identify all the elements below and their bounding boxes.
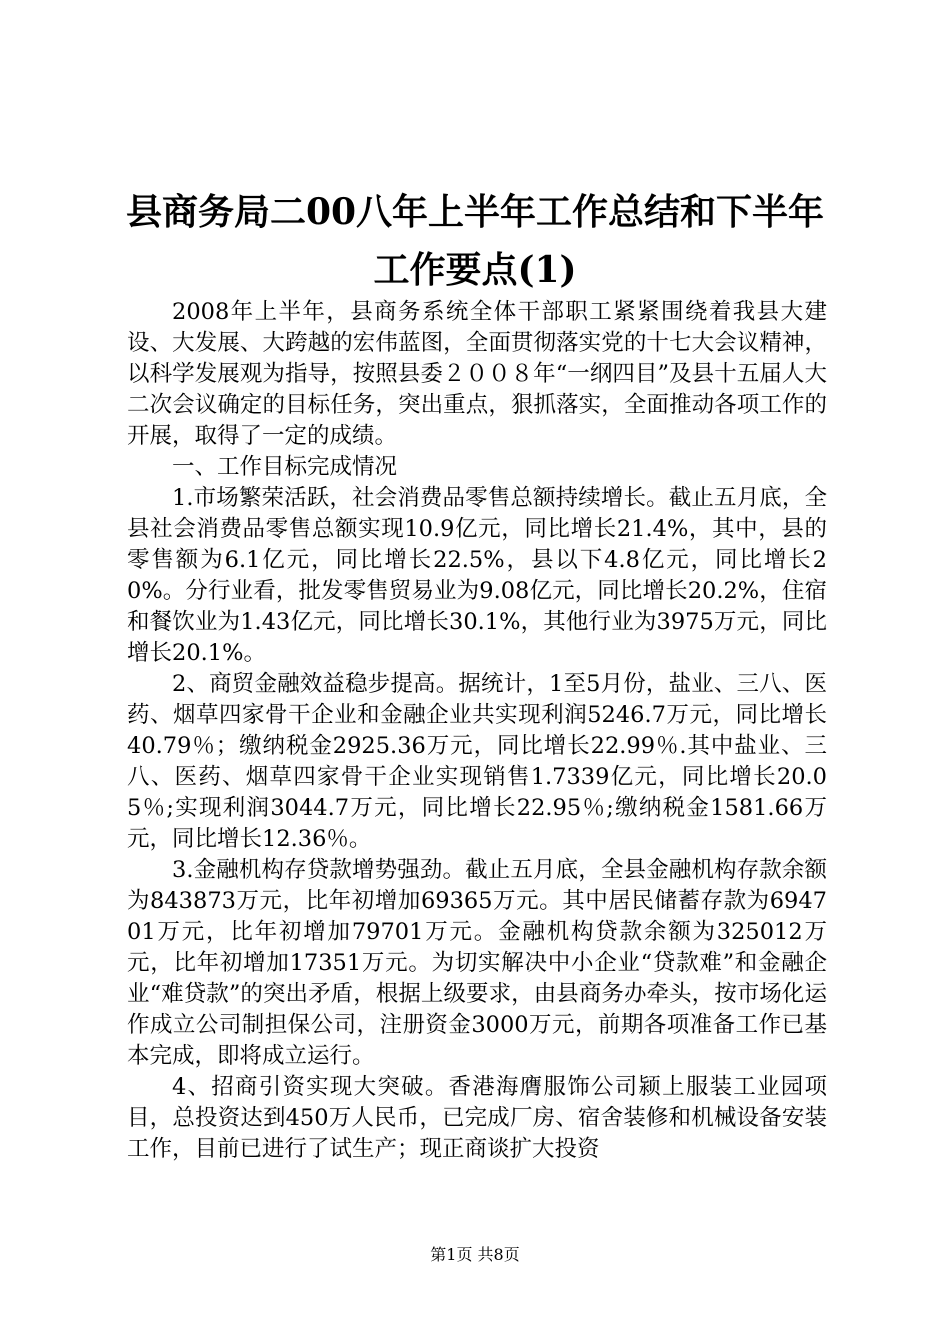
paragraph-commerce-finance: 2、商贸金融效益稳步提高。据统计，1至5月份，盐业、三八、医药、烟草四家骨干企业和金融企业共实现利润5246.7万元，同比增长40.79％；缴纳税金2925.36万元，同比增长22.99％.其中盐业、三八、医药、烟草四家骨干企业实现销售1.7339亿元，同比增长20.05％;实现利润3044.7万元，同比增长22.95％;缴纳税金1581.66万元，同比增长12.36％。 <box>127 671 827 852</box>
document-body <box>127 297 827 1165</box>
paragraph-retail-sales: 1.市场繁荣活跃，社会消费品零售总额持续增长。截止五月底，全县社会消费品零售总额实现10.9亿元，同比增长21.4%，其中，县的零售额为6.1亿元，同比增长22.5%，县以下4.8亿元，同比增长20%。分行业看，批发零售贸易业为9.08亿元，同比增长20.2%，住宿和餐饮业为1.43亿元，同比增长30.1%，其他行业为3975万元，同比增长20.1%。 <box>127 485 827 666</box>
section-heading: 一、工作目标完成情况 <box>172 454 398 480</box>
intro-paragraph: 2008年上半年，县商务系统全体干部职工紧紧围绕着我县大建设、大发展、大跨越的宏伟蓝图，全面贯彻落实党的十七大会议精神，以科学发展观为指导，按照县委２００８年“一纲四目”及县十五届人大二次会议确定的目标任务，突出重点，狠抓落实，全面推动各项工作的开展，取得了一定的成绩。 <box>127 299 827 449</box>
page-footer: 第1页 共8页 <box>430 1245 520 1264</box>
paragraph-deposits-loans: 3.金融机构存贷款增势强劲。截止五月底，全县金融机构存款余额为843873万元，比年初增加69365万元。其中居民储蓄存款为694701万元，比年初增加79701万元。金融机构贷款余额为325012万元，比年初增加17351万元。为切实解决中小企业“贷款难”和金融企业“难贷款”的突出矛盾，根据上级要求，由县商务办牵头，按市场化运作成立公司制担保公司，注册资金3000万元，前期各项准备工作已基本完成，即将成立运行。 <box>127 857 827 1069</box>
paragraph-investment: 4、招商引资实现大突破。香港海膺服饰公司颍上服装工业园项目，总投资达到450万人民币，已完成厂房、宿舍装修和机械设备安装工作，目前已进行了试生产；现正商谈扩大投资 <box>127 1074 827 1162</box>
document-title-line-2: 工作要点(1) <box>373 249 577 291</box>
document-title-line-1: 县商务局二00八年上半年工作总结和下半年 <box>125 191 825 233</box>
